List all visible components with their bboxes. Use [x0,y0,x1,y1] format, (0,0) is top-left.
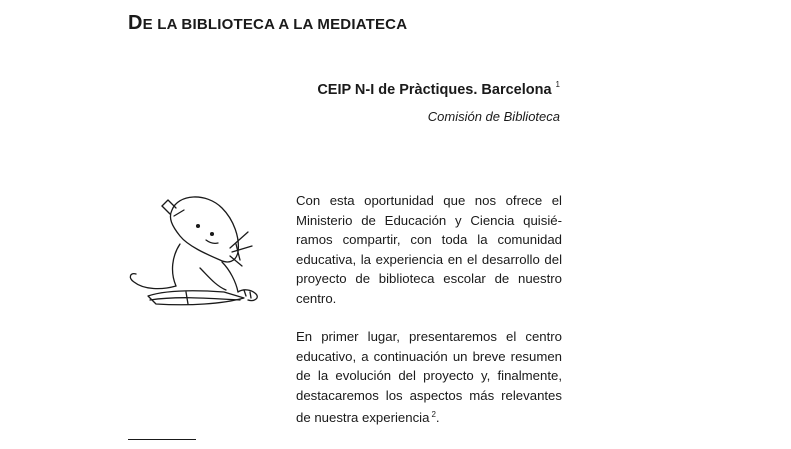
reading-mouse-icon [126,186,268,310]
article-title [128,12,407,35]
title-initial: D [128,12,143,34]
paragraph-2-footnote-ref: 2 [431,410,436,420]
title-rest: E LA BIBLIOTECA A LA MEDIATECA [142,16,408,33]
commission-name: Comisión de Biblioteca [427,109,560,124]
paragraph-2-end: . [435,410,440,426]
school-name: CEIP N-I de Pràctiques. Barcelona [317,82,552,98]
footnote-rule [128,439,196,440]
school-byline [317,80,560,98]
paragraph-2 [296,327,562,428]
paragraph-2-text: En primer lugar, presentaremos el centro educativo, a continuación un breve resumen de la evolución del proyecto y, finalmente, destacaremos los aspectos más relevantes de nuestra experiencia [296,329,562,426]
school-footnote-ref: 1 [555,80,560,89]
paragraph-1: Con esta oportunidad que nos ofrece el Ministerio de Educación y Ciencia quisiéramos compartir, con toda la comunidad educativa, la experiencia en el desarrollo del proyecto de biblioteca escolar de nuestro centro. [296,193,562,306]
